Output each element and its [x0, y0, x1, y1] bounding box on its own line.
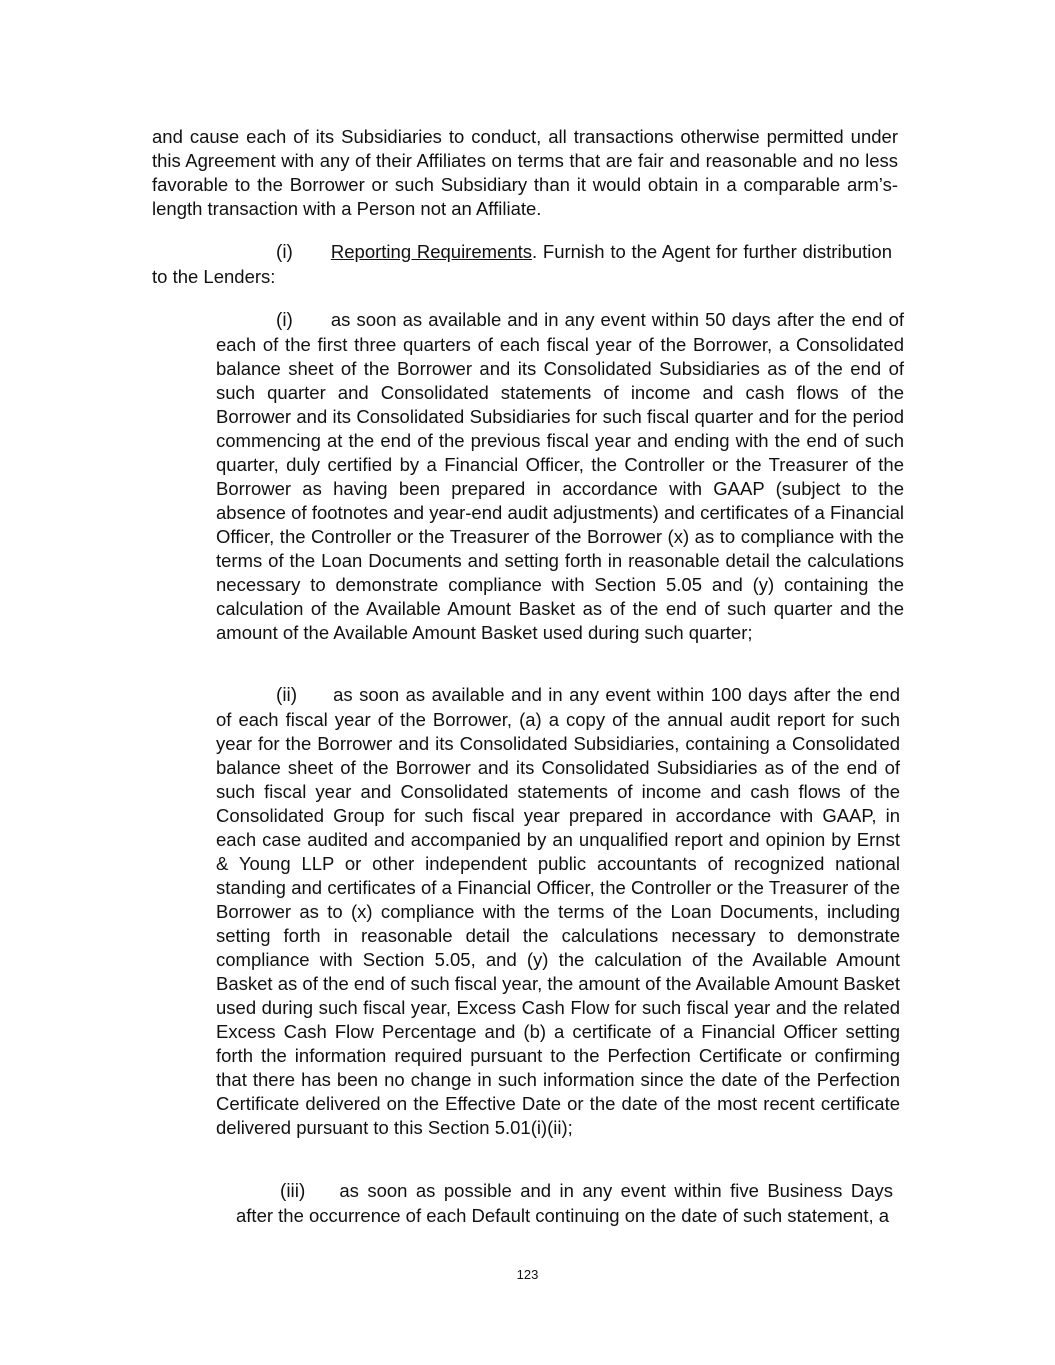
subsection-marker: (i) [276, 310, 293, 331]
subsection-marker: (ii) [276, 685, 298, 706]
section-text: . Furnish to the Agent for further distribution to the Lenders: [152, 241, 892, 287]
subsection-text: as soon as available and in any event within 50 days after the end of each of the first three quarters of each fiscal year of the Borrower, a Consolidated balance sheet of the Borrower and its Consolidated Subsidiaries as of the end of such quarter and Consolidated statements of income and cash flows of the Borrower and its Consolidated Subsidiaries for such fiscal quarter and for the period commencing at the end of the previous fiscal year and ending with the end of such quarter, duly certified by a Financial Officer, the Controller or the Treasurer of the Borrower as having been prepared in accordance with GAAP (subject to the absence of footnotes and year-end audit adjustments) and certificates of a Financial Officer, the Controller or the Treasurer of the Borrower (x) as to compliance with the terms of the Loan Documents and setting forth in reasonable detail the calculations necessary to demonstrate compliance with Section 5.05 and (y) containing the calculation of the Available Amount Basket as of the end of such quarter and the amount of the Available Amount Basket used during such quarter; [216, 309, 904, 643]
subsection-text: as soon as possible and in any event within five Business Days after the occurrence of each Default continuing on the date of such statement, a [236, 1180, 893, 1226]
section-reporting-requirements [152, 240, 892, 289]
subsection-iii [236, 1179, 893, 1228]
subsection-text: as soon as available and in any event within 100 days after the end of each fiscal year of the Borrower, (a) a copy of the annual audit report for such year for the Borrower and its Consolidated Subsidiaries, containing a Consolidated balance sheet of the Borrower and its Consolidated Subsidiaries as of the end of such fiscal year and Consolidated statements of income and cash flows of the Consolidated Group for such fiscal year prepared in accordance with GAAP, in each case audited and accompanied by an unqualified report and opinion by Ernst & Young LLP or other independent public accountants of recognized national standing and certificates of a Financial Officer, the Controller or the Treasurer of the Borrower as to (x) compliance with the terms of the Loan Documents, including setting forth in reasonable detail the calculations necessary to demonstrate compliance with Section 5.05, and (y) the calculation of the Available Amount Basket as of the end of such fiscal year, the amount of the Available Amount Basket used during such fiscal year, Excess Cash Flow for such fiscal year and the related Excess Cash Flow Percentage and (b) a certificate of a Financial Officer setting forth the information required pursuant to the Perfection Certificate or confirming that there has been no change in such information since the date of the Perfection Certificate delivered on the Effective Date or the date of the most recent certificate delivered pursuant to this Section 5.01(i)(ii); [216, 684, 900, 1138]
section-heading: Reporting Requirements [330, 241, 533, 262]
page-number: 123 [516, 1267, 539, 1282]
subsection-ii [216, 683, 900, 1140]
subsection-i [216, 308, 904, 645]
section-marker: (i) [276, 242, 293, 263]
subsection-marker: (iii) [280, 1181, 306, 1202]
intro-paragraph: and cause each of its Subsidiaries to conduct, all transactions otherwise permitted under this Agreement with any of their Affiliates on terms that are fair and reasonable and no less favorable to the Borrower or such Subsidiary than it would obtain in a comparable arm’s-length transaction with a Person not an Affiliate. [152, 126, 898, 219]
